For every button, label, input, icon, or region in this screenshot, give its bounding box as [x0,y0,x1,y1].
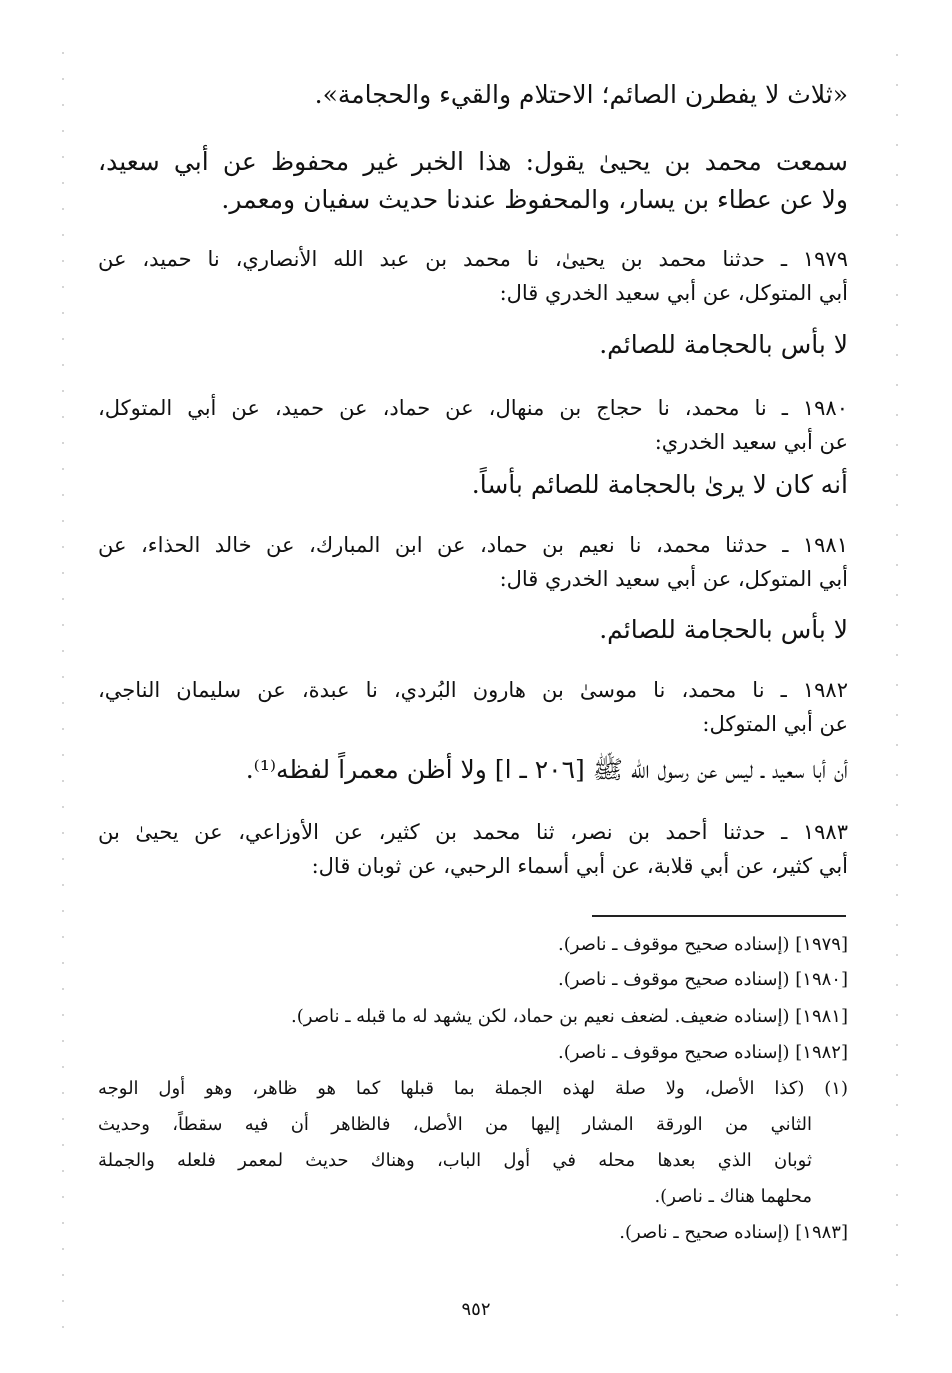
hadith-quote-line: «ثلاث لا يفطرن الصائم؛ الاحتلام والقيء والحجامة». [314,80,848,109]
footnote-note-1-line-1: (١) (كذا الأصل، ولا صلة لهذه الجملة بما قبلها كما هو ظاهر، وهو أول الوجه [98,1078,848,1099]
hadith-1979 [98,242,848,310]
footnote-1980: [١٩٨٠] (إسناده صحيح موقوف ـ ناصر). [558,969,848,990]
hadith-1983-chain-line-1: ١٩٨٣ ـ حدثنا أحمد بن نصر، ثنا محمد بن كثير، عن الأوزاعي، عن يحيىٰ بن [98,820,848,844]
hadith-1981-chain-line-1: ١٩٨١ ـ حدثنا محمد، نا نعيم بن حماد، عن ابن المبارك، عن خالد الحذاء، عن [98,533,848,557]
hadith-1981-text [98,612,848,648]
hadith-1981 [98,528,848,596]
commentary-line-1: سمعت محمد بن يحيىٰ يقول: هذا الخبر غير محفوظ عن أبي سعيد، [98,147,848,176]
hadith-1979-chain-line-1: ١٩٧٩ ـ حدثنا محمد بن يحيىٰ، نا محمد بن عبد الله الأنصاري، نا حميد، عن [98,247,848,271]
footnote-1983: [١٩٨٣] (إسناده صحيح ـ ناصر). [619,1222,848,1243]
hadith-1983 [98,815,848,883]
hadith-1979-text [98,327,848,363]
footnote-note-1-line-2: الثاني من الورقة المشار إليها من الأصل، فالظاهر أن فيه سقطاً، وحديث [98,1114,812,1135]
scan-margin-dots-left [62,40,64,1330]
hadith-1981-chain-line-2: أبي المتوكل، عن أبي سعيد الخدري قال: [499,567,848,591]
hadith-1980-chain-line-1: ١٩٨٠ ـ نا محمد، نا حجاج بن منهال، عن حماد، عن حميد، عن أبي المتوكل، [98,396,848,420]
hadith-1980-chain-line-2: عن أبي سعيد الخدري: [654,430,848,454]
hadith-1982-text [98,752,848,788]
scan-margin-dots-right [896,40,898,1330]
footnote-1982: [١٩٨٢] (إسناده صحيح موقوف ـ ناصر). [558,1042,848,1063]
hadith-1980-text [98,467,848,503]
hadith-1980-quote: أنه كان لا يرىٰ بالحجامة للصائم بأساً. [471,470,848,499]
commentary-paragraph [98,143,848,219]
hadith-1980 [98,391,848,459]
footnote-1981: [١٩٨١] (إسناده ضعيف. لضعف نعيم بن حماد، لكن يشهد له ما قبله ـ ناصر). [291,1006,848,1027]
hadith-1983-chain-line-2: أبي كثير، عن أبي قلابة، عن أبي أسماء الرحبي، عن ثوبان قال: [311,854,848,878]
hadith-1982-chain-line-2: عن أبي المتوكل: [702,712,848,736]
hadith-1979-quote: لا بأس بالحجامة للصائم. [599,330,848,359]
page-number: ٩٥٢ [461,1299,491,1320]
intro-paragraph [98,76,848,114]
footnote-1979: [١٩٧٩] (إسناده صحيح موقوف ـ ناصر). [558,934,848,955]
footnote-note-1-line-3: ثوبان الذي بعدها محله في أول الباب، وهناك حديث لمعمر فلعله والجملة [98,1150,812,1171]
hadith-1982-quote: أن أبا سعيد ـ ليس عن رسول الله ﷺ [٢٠٦ ـ ا] ولا أظن معمراً لفظه⁽¹⁾. [245,755,848,784]
hadith-1979-chain-line-2: أبي المتوكل، عن أبي سعيد الخدري قال: [499,281,848,305]
hadith-1982-chain-line-1: ١٩٨٢ ـ نا محمد، نا موسىٰ بن هارون البُردي، نا عبدة، عن سليمان الناجي، [98,678,848,702]
commentary-line-2: ولا عن عطاء بن يسار، والمحفوظ عندنا حديث سفيان ومعمر. [221,185,848,214]
hadith-1982 [98,673,848,741]
footnote-separator [592,915,846,917]
hadith-1981-quote: لا بأس بالحجامة للصائم. [599,615,848,644]
footnote-note-1-line-4: محلهما هناك ـ ناصر). [654,1186,812,1207]
